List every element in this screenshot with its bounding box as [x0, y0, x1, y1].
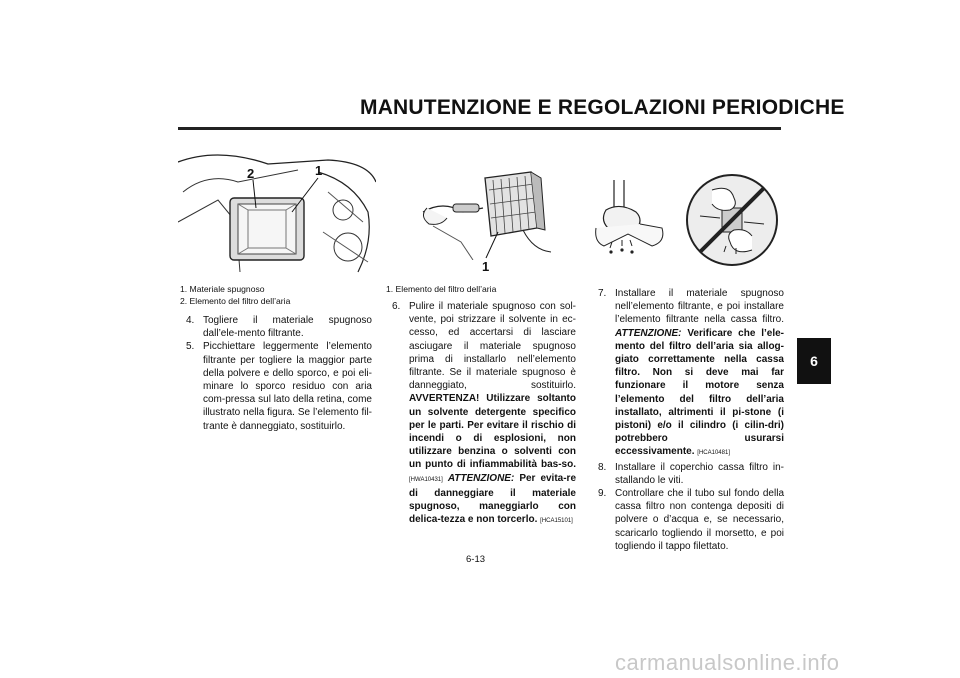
title-rule — [178, 127, 781, 130]
step-text: Togliere il materiale spugnoso dall’ele-mento filtrante. — [203, 315, 372, 340]
figure2-callout-1: 1 — [482, 259, 490, 274]
figure2-caption-1: 1. Elemento del filtro dell’aria — [386, 284, 497, 294]
step-8 — [592, 461, 784, 487]
figure1-caption-2: 2. Elemento del filtro dell’aria — [180, 296, 291, 306]
step-number: 8. — [598, 461, 607, 473]
warning-code: [HWA10431] — [409, 476, 443, 483]
step-text: Picchiettare leggermente l’elemento filtrante per togliere la maggior parte della polvere e dello sporco, e poi eli-minare lo sporco residuo con aria com-pressa sul lato della retina, come illustrato nella figura. Se l’elemento fil-trante è danneggiato, sostituirlo. — [203, 341, 372, 432]
step-text: Pulire il materiale spugnoso con sol-vente, poi strizzare il solvente in ec-cesso, ed accertarsi di lasciare asciugare il materiale spugnoso prima di installarlo nell’elemento filtrante. Se il materiale spugnoso è danneggiato, sostituirlo. — [409, 301, 576, 392]
caution-text: Per evita-re di danneggiare il materiale spugnoso, maneggiarlo con delica-tezza e non torcerlo. — [409, 472, 577, 526]
step-9 — [592, 487, 784, 553]
step-text: Installare il materiale spugnoso nell’elemento filtrante, e poi installare l’elemento filtrante nella cassa filtro. — [615, 288, 784, 326]
caution-label: ATTENZIONE: — [615, 327, 682, 339]
prohibited-twist-icon — [682, 170, 782, 270]
figure1-callout-1: 1 — [315, 163, 323, 178]
compressed-air-cleaning-illustration — [413, 160, 553, 260]
figure1-caption-1: 1. Materiale spugnoso — [180, 284, 265, 294]
step-number: 4. — [186, 315, 195, 326]
step-number: 5. — [186, 341, 195, 353]
step-number: 7. — [598, 288, 607, 299]
page-title: MANUTENZIONE E REGOLAZIONI PERIODICHE — [360, 96, 845, 119]
step-text: Installare il coperchio cassa filtro in-stallando le viti. — [615, 461, 784, 486]
warning-text: AVVERTENZA! Utilizzare soltanto un solvente detergente specifico per le parti. Per evitare il rischio di incendi o di esplosioni, non utilizzare benzina o solventi con un punto di infiammabilità bas-so. — [409, 393, 576, 471]
air-filter-box-illustration — [178, 152, 376, 278]
step-5 — [180, 340, 372, 432]
step-7 — [592, 287, 784, 461]
caution-text: Verificare che l’ele-mento del filtro dell’aria sia allog-giato correttamente nella cassa filtro. Non si deve mai far funzionare il motore senza l’elemento del filtro dell’aria installato, altrimenti il pi-stone (i pistoni) e/o il cilindro (i cilin-dri) potrebbero usurarsi eccessivamente. — [615, 327, 784, 458]
figure1-callout-2: 2 — [247, 166, 255, 181]
caution-code: [HCA10481] — [697, 450, 730, 457]
step-text: Controllare che il tubo sul fondo della cassa filtro non contenga depositi di polvere o d’acqua e, se necessario, scaricarlo togliendo il morsetto, e poi togliendo il tappo filettato. — [615, 488, 784, 552]
chapter-tab: 6 — [797, 338, 831, 384]
column-2 — [386, 300, 576, 528]
column-1 — [180, 314, 372, 433]
step-number: 6. — [392, 301, 401, 312]
step-6 — [386, 300, 576, 528]
watermark: carmanualsonline.info — [615, 650, 840, 675]
step-4 — [180, 314, 372, 340]
step-number: 9. — [598, 488, 607, 500]
squeeze-foam-correct-illustration — [592, 180, 674, 260]
page-number: 6-13 — [466, 554, 486, 565]
column-3 — [592, 287, 784, 553]
caution-code: [HCA15101] — [540, 518, 573, 525]
caution-label: ATTENZIONE: — [447, 472, 515, 484]
